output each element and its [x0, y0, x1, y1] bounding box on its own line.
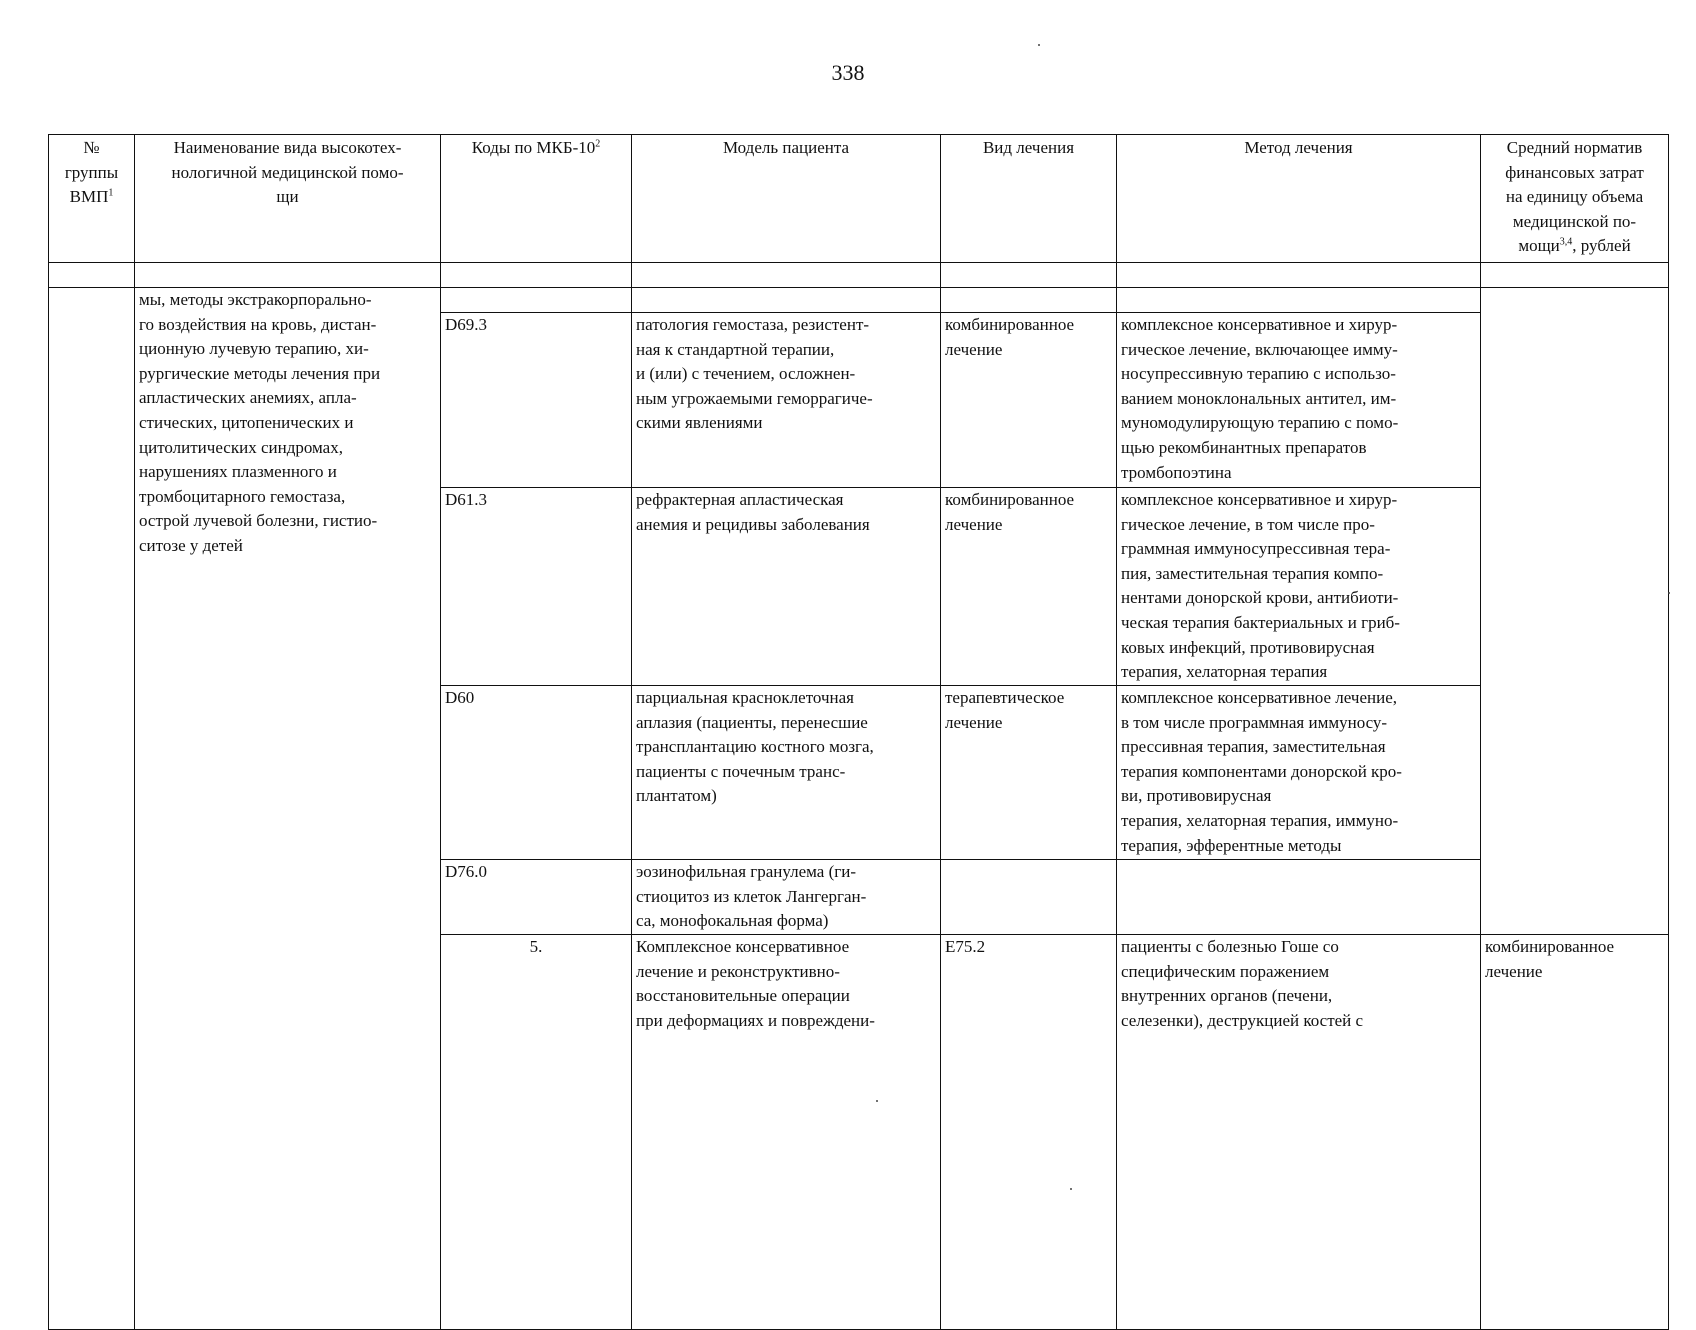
patient-model-cell: рефрактерная апластическая анемия и рецидивы заболевания	[632, 488, 941, 686]
header-avg-cost-suffix: , рублей	[1572, 236, 1631, 256]
group-number-cell: 5.	[441, 935, 632, 1330]
empty-cell	[632, 288, 941, 313]
empty-cell	[632, 263, 941, 288]
footnote-1: 1	[108, 187, 114, 199]
patient-model-cell: пациенты с болезнью Гоше со специфическим поражением внутренних органов (печени, селезенки), деструкцией костей с	[1117, 935, 1481, 1330]
header-group-number	[49, 135, 135, 263]
vmp-table	[48, 134, 1669, 1330]
patient-model-cell: парциальная красноклеточная аплазия (пациенты, перенесшие трансплантацию костного мозга, пациенты с почечным транс- плантатом)	[632, 686, 941, 860]
header-group-number-text: № группы ВМП	[64, 138, 119, 207]
treatment-method-cell	[1117, 860, 1481, 935]
scan-speck	[876, 1100, 878, 1102]
treatment-method-cell: комплексное консервативное лечение, в том числе программная иммуносу- прессивная терапия, заместительная терапия компонентами донорской кро- ви, противовирусная терапия, хелаторная терапия, иммуно- терапия, эфферентные методы	[1117, 686, 1481, 860]
page-number: 338	[831, 60, 865, 85]
empty-cell	[941, 263, 1117, 288]
empty-cell	[49, 263, 135, 288]
header-avg-cost-text: Средний норматив финансовых затрат на единицу объема медицинской по- мощи	[1505, 138, 1644, 256]
header-icd-codes-text: Коды по МКБ-10	[471, 138, 596, 157]
empty-cell	[441, 263, 632, 288]
type-name-continuation: мы, методы экстракорпорально- го воздействия на кровь, дистан- ционную лучевую терапию, хи- рургические методы лечения при апластических анемиях, апла- стических, цитопенических и цитолитических синдромах, нарушениях плазменного и тромбоцитарного гемостаза, острой лучевой болезни, гистио- cитозе у детей	[135, 288, 441, 1330]
empty-cell	[441, 288, 632, 313]
scan-speck	[1070, 1188, 1072, 1190]
header-icd-codes	[441, 135, 632, 263]
empty-cell	[1117, 263, 1481, 288]
patient-model-cell: патология гемостаза, резистент- ная к стандартной терапии, и (или) с течением, осложнен- ным угрожаемыми геморрагиче- скими явлениями	[632, 313, 941, 488]
footnote-3-4: 3,4	[1559, 236, 1573, 248]
icd-code-cell: D60	[441, 686, 632, 860]
patient-model-cell: эозинофильная гранулема (ги- стиоцитоз из клеток Лангерган- са, монофокальная форма)	[632, 860, 941, 935]
header-type-name: Наименование вида высокотех- нологичной медицинской помо- щи	[135, 135, 441, 263]
header-treatment-method: Метод лечения	[1117, 135, 1481, 263]
cost-cell	[1481, 288, 1669, 935]
empty-cell	[1481, 263, 1669, 288]
icd-code-cell: D69.3	[441, 313, 632, 488]
footnote-2: 2	[595, 138, 601, 150]
treatment-type-cell: комбинированное лечение	[941, 488, 1117, 686]
treatment-type-cell: комбинированное лечение	[1481, 935, 1669, 1330]
empty-cell	[135, 263, 441, 288]
treatment-type-cell	[941, 860, 1117, 935]
header-row	[49, 135, 1669, 263]
scan-speck	[1038, 44, 1040, 46]
scan-speck	[1668, 592, 1670, 594]
treatment-type-cell: комбинированное лечение	[941, 313, 1117, 488]
header-patient-model: Модель пациента	[632, 135, 941, 263]
icd-code-cell: D76.0	[441, 860, 632, 935]
type-name-cell: Комплексное консервативное лечение и реконструктивно- восстановительные операции при деформациях и повреждени-	[632, 935, 941, 1330]
table-row	[49, 288, 1669, 313]
header-treatment-type: Вид лечения	[941, 135, 1117, 263]
icd-code-cell: D61.3	[441, 488, 632, 686]
group-number-cell	[49, 288, 135, 1330]
empty-cell	[1117, 288, 1481, 313]
icd-code-cell: E75.2	[941, 935, 1117, 1330]
treatment-method-cell: комплексное консервативное и хирур- гическое лечение, в том числе про- граммная иммуносупрессивная тера- пия, заместительная терапия компо- нентами донорской крови, антибиоти- ческая терапия бактериальных и гриб- ковых инфекций, противовирусная терапия, хелаторная терапия	[1117, 488, 1481, 686]
treatment-method-cell: комплексное консервативное и хирур- гическое лечение, включающее имму- носупрессивную терапию с использо- ванием моноклональных антител, им- муномодулирующую терапию с помо- щью рекомбинантных препаратов тромбопоэтина	[1117, 313, 1481, 488]
column-number-row	[49, 263, 1669, 288]
header-avg-cost	[1481, 135, 1669, 263]
treatment-type-cell: терапевтическое лечение	[941, 686, 1117, 860]
empty-cell	[941, 288, 1117, 313]
